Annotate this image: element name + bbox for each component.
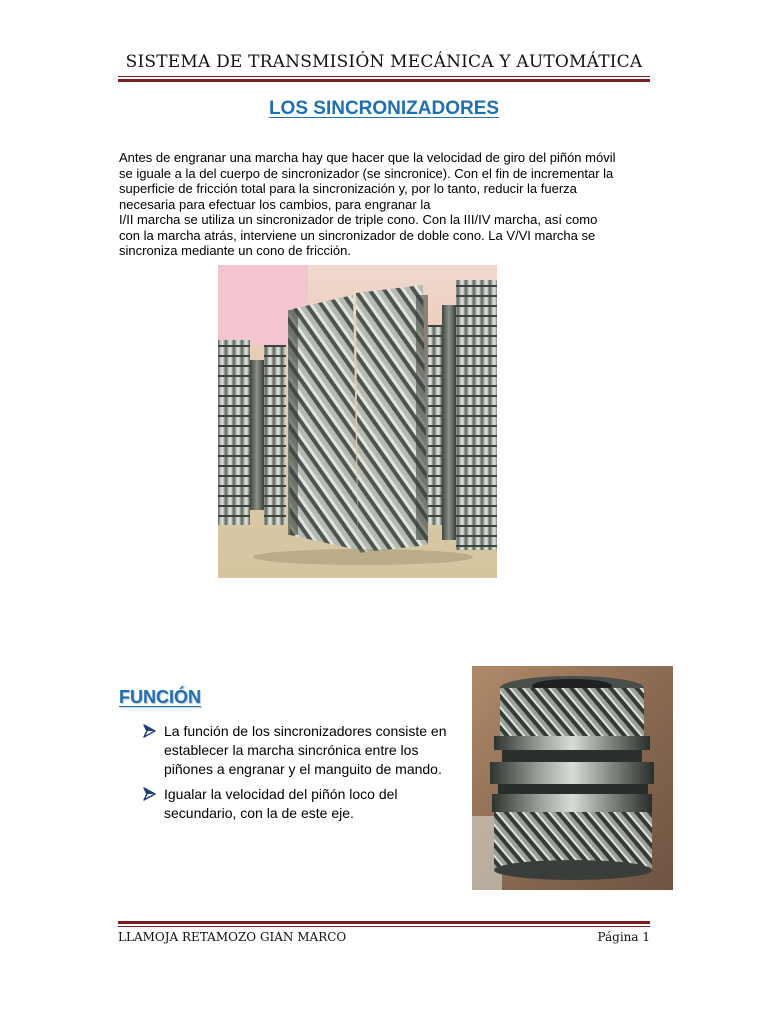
list-item: [140, 785, 460, 823]
page-number: Página 1: [597, 930, 650, 944]
intro-line: Antes de engranar una marcha hay que hacer que la velocidad de giro del piñón móvil: [119, 150, 616, 165]
funcion-bullet-list: [140, 722, 460, 829]
arrow-bullet-icon: [142, 724, 156, 738]
list-item: [140, 722, 460, 779]
header-divider-thick: [118, 79, 650, 82]
intro-line: con la marcha atrás, interviene un sincronizador de doble cono. La V/VI marcha se: [119, 227, 596, 243]
page-header-title: SISTEMA DE TRANSMISIÓN MECÁNICA Y AUTOMÁTICA: [125, 52, 643, 72]
intro-line: I/II marcha se utiliza un sincronizador de triple cono. Con la III/IV marcha, así como: [119, 212, 598, 227]
bullet-text: La función de los sincronizadores consiste en establecer la marcha sincrónica entre los piñones a engranar y el manguito de mando.: [164, 723, 447, 777]
section-title: LOS SINCRONIZADORES: [268, 98, 500, 119]
footer-divider-thick: [118, 921, 650, 924]
footer-author: LLAMOJA RETAMOZO GIAN MARCO: [118, 930, 347, 944]
funcion-heading: FUNCIÓN: [119, 687, 201, 707]
bullet-text: Igualar la velocidad del piñón loco del secundario, con la de este eje.: [164, 786, 398, 821]
intro-line: se iguale a la del cuerpo de sincronizador (se sincronice). Con el fin de incrementar la: [119, 165, 614, 181]
synchronizer-photo: [472, 666, 673, 890]
gear-shaft-photo: [218, 265, 497, 578]
intro-line: sincroniza mediante un cono de fricción.: [119, 243, 351, 258]
arrow-bullet-icon: [142, 787, 156, 801]
intro-line: necesaria para efectuar los cambios, para engranar la: [119, 196, 431, 212]
header-divider-thin: [118, 76, 650, 77]
intro-paragraph: [119, 150, 654, 259]
footer-divider-thin: [118, 926, 650, 927]
intro-line: superficie de fricción total para la sincronización y, por lo tanto, reducir la fuerza: [119, 181, 577, 196]
